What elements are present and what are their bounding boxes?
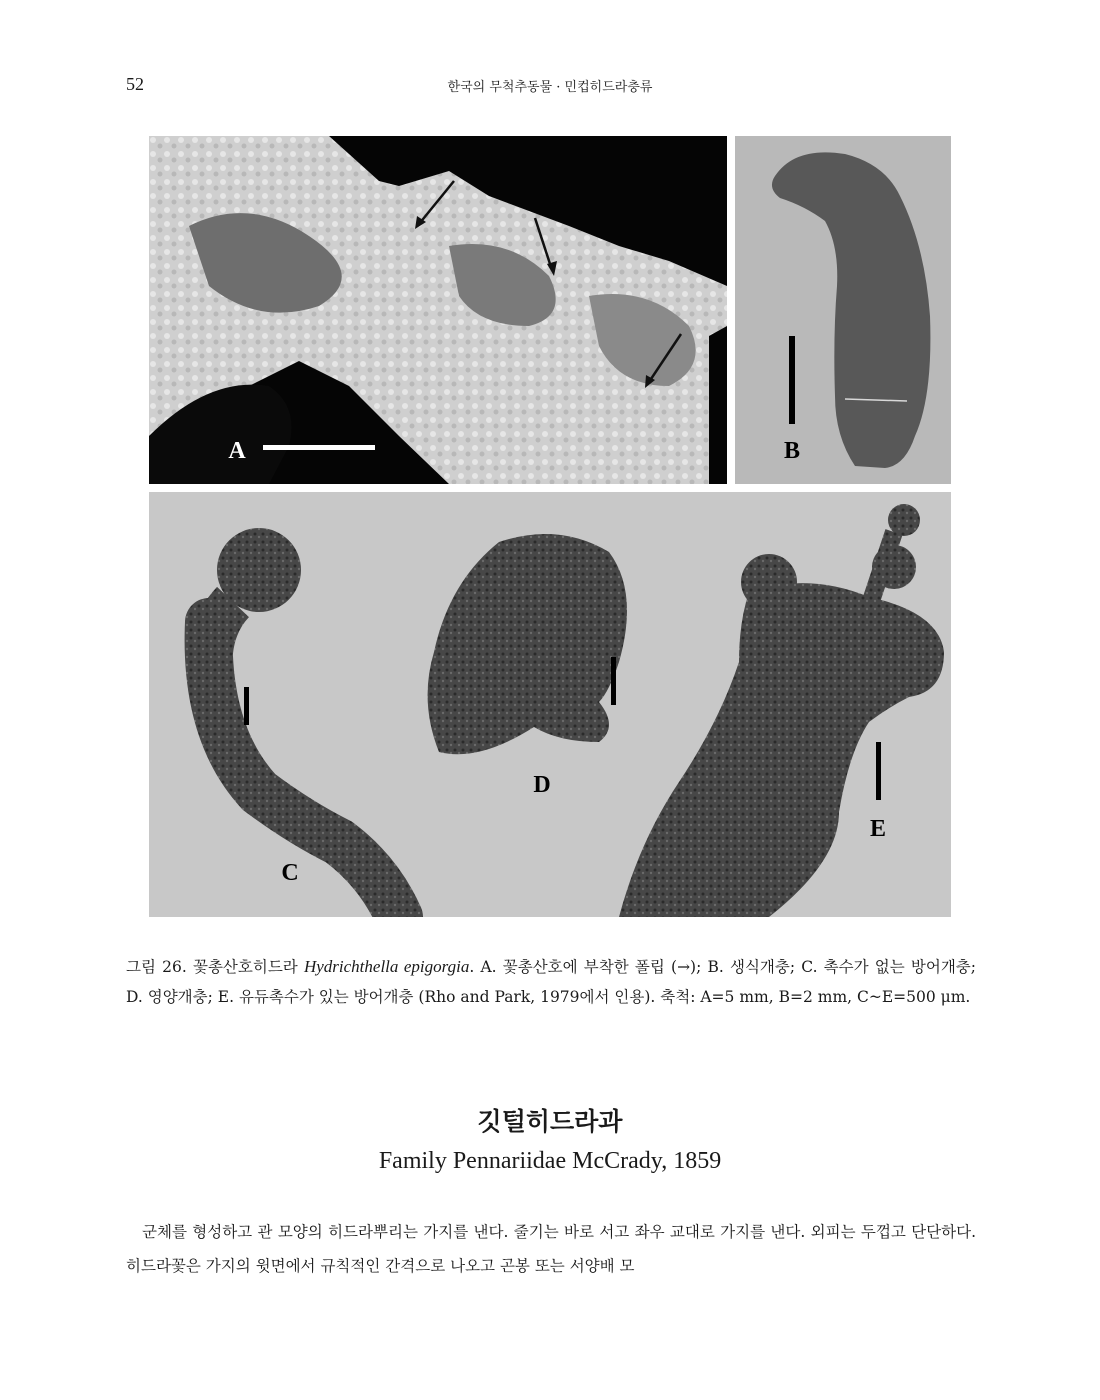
caption-species: Hydrichthella epigorgia [303,957,470,976]
caption-common-name: 꽃총산호히드라 [192,958,298,976]
body-paragraph: 군체를 형성하고 관 모양의 히드라뿌리는 가지를 낸다. 줄기는 바로 서고 좌우 교대로 가지를 낸다. 외피는 두껍고 단단하다. 히드라꽃은 가지의 윗면에서 규칙적인 간격으로 나오고 곤봉 또는 서양배 모 [126,1223,976,1275]
figure-panel-cde [149,492,951,917]
page-number: 52 [126,74,144,94]
figure-panel-b [735,136,951,484]
running-head: 한국의 무척추동물 · 민컵히드라충류 [447,80,653,95]
section-title-english: Family Pennariidae McCrady, 1859 [378,1148,722,1174]
panel-c-label: C [281,860,299,886]
panel-b-label: B [783,438,801,464]
panel-e-label: E [869,816,887,842]
caption-prefix: 그림 26. [126,958,187,976]
panel-cde-photo [149,492,951,917]
panel-d-label: D [533,772,551,798]
panel-a-photo [149,136,727,484]
figure-caption [126,952,976,1012]
caption-scale: 축척: A=5 mm, B=2 mm, C~E=500 μm. [660,988,971,1006]
figure-panel-a [149,136,727,484]
section-title-korean: 깃털히드라과 [477,1107,623,1136]
panel-a-label: A [228,438,246,464]
panel-b-photo [735,136,951,484]
caption-body: . A. 꽃총산호에 부착한 폴립 (→); B. 생식개충; C. 촉수가 없는 방어개충; D. 영양개충; E. 유듀촉수가 있는 방어개충 (Rho and Park, 1979에서 인용). [126,958,977,1006]
